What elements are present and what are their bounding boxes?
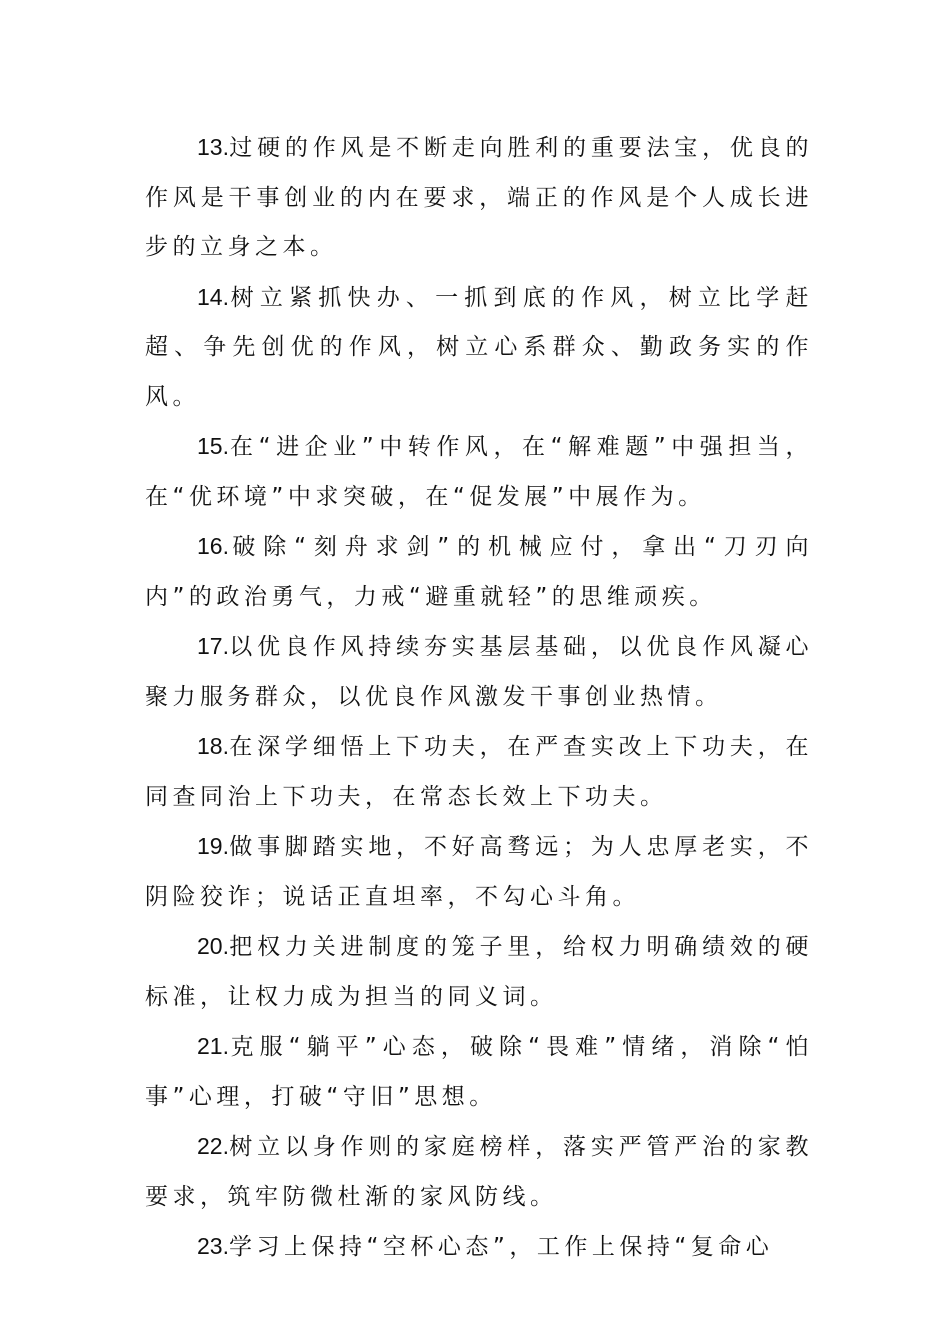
paragraph-text: 树立以身作则的家庭榜样，落实严管严治的家教要求，筑牢防微杜渐的家风防线。 xyxy=(145,1134,813,1210)
paragraph-17 xyxy=(145,622,813,722)
paragraph-text: 在深学细悟上下功夫，在严查实改上下功夫，在同查同治上下功夫，在常态长效上下功夫。 xyxy=(145,734,813,810)
document-body xyxy=(145,123,813,1273)
paragraph-16 xyxy=(145,522,813,622)
paragraph-number: 19. xyxy=(197,833,229,859)
paragraph-number: 18. xyxy=(197,733,229,759)
paragraph-18 xyxy=(145,722,813,822)
paragraph-13 xyxy=(145,123,813,273)
paragraph-text: 以优良作风持续夯实基层基础，以优良作风凝心聚力服务群众，以优良作风激发干事创业热情。 xyxy=(145,634,813,710)
paragraph-number: 16. xyxy=(197,533,229,559)
paragraph-number: 21. xyxy=(197,1033,229,1059)
paragraph-19 xyxy=(145,822,813,922)
paragraph-22 xyxy=(145,1122,813,1222)
paragraph-23 xyxy=(145,1222,813,1273)
paragraph-15 xyxy=(145,422,813,522)
paragraph-text: 破除“刻舟求剑”的机械应付，拿出“刀刃向内”的政治勇气，力戒“避重就轻”的思维顽疾。 xyxy=(145,534,813,610)
paragraph-text: 克服“躺平”心态，破除“畏难”情绪，消除“怕事”心理，打破“守旧”思想。 xyxy=(145,1034,813,1110)
paragraph-text: 过硬的作风是不断走向胜利的重要法宝，优良的作风是干事创业的内在要求，端正的作风是个人成长进步的立身之本。 xyxy=(145,135,813,260)
paragraph-number: 15. xyxy=(197,433,229,459)
paragraph-text: 树立紧抓快办、一抓到底的作风，树立比学赶超、争先创优的作风，树立心系群众、勤政务实的作风。 xyxy=(145,284,813,410)
paragraph-20 xyxy=(145,922,813,1022)
paragraph-text: 做事脚踏实地，不好高骛远；为人忠厚老实，不阴险狡诈；说话正直坦率，不勾心斗角。 xyxy=(145,834,813,910)
paragraph-number: 14. xyxy=(197,283,229,310)
paragraph-21 xyxy=(145,1022,813,1122)
paragraph-number: 23. xyxy=(197,1233,229,1259)
paragraph-number: 22. xyxy=(197,1133,229,1159)
paragraph-text: 学习上保持“空杯心态”，工作上保持“复命心 xyxy=(228,1234,774,1260)
paragraph-number: 13. xyxy=(197,134,229,160)
paragraph-number: 20. xyxy=(197,933,229,959)
paragraph-text: 把权力关进制度的笼子里，给权力明确绩效的硬标准，让权力成为担当的同义词。 xyxy=(145,934,813,1010)
paragraph-text: 在“进企业”中转作风，在“解难题”中强担当，在“优环境”中求突破，在“促发展”中展作为。 xyxy=(145,434,813,510)
paragraph-14 xyxy=(145,273,813,423)
paragraph-number: 17. xyxy=(197,633,229,659)
